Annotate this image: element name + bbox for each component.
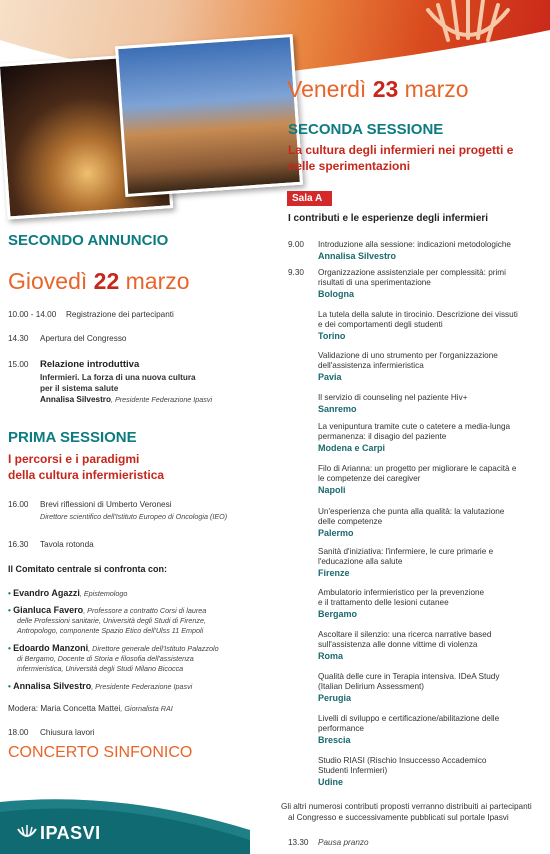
panel-role: , Epistemologo xyxy=(79,589,128,598)
item-text-line: Introduzione alla sessione: indicazioni metodologiche xyxy=(318,240,511,249)
bullet-icon: • xyxy=(8,606,14,615)
panel-role: , Presidente Federazione Ipasvi xyxy=(91,682,193,691)
panel-name: Gianluca Favero xyxy=(13,605,84,615)
item-text-line: le competenze dei caregiver xyxy=(318,474,421,483)
lunch-label: Pausa pranzo xyxy=(318,838,369,847)
item-location: Sanremo xyxy=(318,404,357,414)
item-text-line: Sanità d'iniziativa: l'infermiere, le cure primarie e xyxy=(318,547,494,556)
item-location: Udine xyxy=(318,777,344,787)
item-text-line: (Italian Delirium Assessment) xyxy=(318,682,425,691)
panel-role-extra: delle Professioni sanitarie, Università degli Studi di Firenze, xyxy=(17,616,206,625)
open-label: Apertura del Congresso xyxy=(40,334,127,343)
intro-title: Relazione introduttiva xyxy=(40,359,140,370)
item-location: Pavia xyxy=(318,372,342,382)
item-text-line: La venipuntura tramite cute o catetere a media-lunga xyxy=(318,422,511,431)
footer-wave xyxy=(0,790,250,854)
item-text-line: performance xyxy=(318,724,364,733)
intro-time: 15.00 xyxy=(8,360,29,369)
item-location: Brescia xyxy=(318,735,351,745)
open-time: 14.30 xyxy=(8,334,29,343)
closing-note-2: al Congresso e successivamente pubblicati sul portale Ipasvi xyxy=(288,813,509,822)
item-text-line: permanenza: il disagio del paziente xyxy=(318,432,447,441)
item-text-line: Ambulatorio infermieristico per la prevenzione xyxy=(318,588,485,597)
friday-date: Venerdì 23 marzo xyxy=(287,76,469,102)
panel-role-extra: Antropologo, componente Spazio Etico dell'Ulss 11 Empoli xyxy=(17,625,204,635)
brand-name: IPASVI xyxy=(40,823,101,843)
t1800: 18.00 xyxy=(8,728,29,737)
ipasvi-logo-icon xyxy=(16,825,38,843)
intro-sub-2: per il sistema salute xyxy=(40,384,119,393)
panel-role: , Professore a contratto Corsi di laurea xyxy=(83,606,207,615)
item-location: Torino xyxy=(318,331,346,341)
committee-heading: Il Comitato centrale si confronta con: xyxy=(8,564,168,574)
panel-member xyxy=(8,643,219,653)
panel-role-extra: di Bergamo, Docente di Storia e filosofia dell'assistenza xyxy=(17,654,194,663)
first-session-sub-2: della cultura infermieristica xyxy=(8,468,165,482)
item-location: Bergamo xyxy=(318,609,358,619)
item-text-line: Filo di Arianna: un progetto per migliorare le capacità e xyxy=(318,464,517,473)
item-text-line: Validazione di uno strumento per l'organizzazione xyxy=(318,351,498,360)
panel-name: Annalisa Silvestro xyxy=(13,681,92,691)
intro-sub-1: Infermieri. La forza di una nuova cultura xyxy=(40,373,196,382)
item-text-line: Un'esperienza che punta alla qualità: la valutazione xyxy=(318,507,505,516)
item-text-line: Studio RIASI (Rischio Insuccesso Accademico xyxy=(318,756,487,765)
bullet-icon: • xyxy=(8,644,14,653)
item-text-line: Ascoltare il silenzio: una ricerca narrative based xyxy=(318,630,492,639)
moderator-line: Modera: Maria Concetta Mattei, Giornalista RAI xyxy=(8,704,173,713)
hands-logo-icon xyxy=(408,0,528,70)
item-location: Perugia xyxy=(318,693,352,703)
item-text-line: e il trattamento delle lesioni cutanee xyxy=(318,598,449,607)
item-text-line: Studenti Infermieri) xyxy=(318,766,388,775)
city-square-photo xyxy=(115,34,303,197)
item-time: 9.30 xyxy=(288,268,304,277)
lunch-time: 13.30 xyxy=(288,838,309,847)
reg-time: 10.00 - 14.00 xyxy=(8,310,57,319)
item-location: Napoli xyxy=(318,485,346,495)
closing-label: Chiusura lavori xyxy=(40,728,95,737)
panel-member xyxy=(8,588,127,598)
panel-name: Evandro Agazzi xyxy=(13,588,80,598)
announcement-title: SECONDO ANNUNCIO xyxy=(8,232,169,249)
item-location: Firenze xyxy=(318,568,350,578)
first-session-sub-1: I percorsi e i paradigmi xyxy=(8,452,140,466)
thursday-date: Giovedì 22 marzo xyxy=(8,268,190,294)
bullet-icon: • xyxy=(8,589,14,598)
item-location: Roma xyxy=(318,651,344,661)
item-text-line: La tutela della salute in tirocinio. Descrizione dei vissuti xyxy=(318,310,518,319)
item-location: Modena e Carpi xyxy=(318,443,386,453)
panel-member xyxy=(8,605,206,615)
item-text-line: dell'assistenza infermieristica xyxy=(318,361,424,370)
panel-role: , Direttore generale dell'Istituto Palazzolo xyxy=(88,644,219,653)
concert-title: CONCERTO SINFONICO xyxy=(8,744,193,761)
reflections: Brevi riflessioni di Umberto Veronesi xyxy=(40,500,172,509)
item-text-line: Organizzazione assistenziale per complessità: primi xyxy=(318,268,506,277)
section-heading: I contributi e le esperienze degli infermieri xyxy=(288,213,489,224)
t1630: 16.30 xyxy=(8,540,29,549)
intro-speaker-line: Annalisa Silvestro, Presidente Federazione Ipasvi xyxy=(40,395,213,404)
item-text-line: risultati di una sperimentazione xyxy=(318,278,431,287)
item-location: Palermo xyxy=(318,528,354,538)
item-text-line: delle competenze xyxy=(318,517,383,526)
t1600: 16.00 xyxy=(8,500,29,509)
item-text-line: Livelli di sviluppo e certificazione/abilitazione delle xyxy=(318,714,500,723)
first-session-title: PRIMA SESSIONE xyxy=(8,429,137,446)
item-location: Annalisa Silvestro xyxy=(318,251,397,261)
second-session-subtitle: La cultura degli infermieri nei progetti e nelle sperimentazioni xyxy=(288,143,514,173)
panel-member xyxy=(8,681,192,691)
round-table: Tavola rotonda xyxy=(40,540,94,549)
reflections-role: Direttore scientifico dell'Istituto Europeo di Oncologia (IEO) xyxy=(40,512,228,521)
reg-label: Registrazione dei partecipanti xyxy=(66,310,174,319)
item-text-line: e dei comportamenti degli studenti xyxy=(318,320,443,329)
bullet-icon: • xyxy=(8,682,14,691)
item-location: Bologna xyxy=(318,289,354,299)
panel-role-extra: infermieristica, Università degli Studi Milano Bicocca xyxy=(17,663,184,673)
second-session-title: SECONDA SESSIONE xyxy=(288,121,444,138)
sala-badge: Sala A xyxy=(287,191,332,206)
item-text-line: Il servizio di counseling nel paziente Hiv+ xyxy=(318,393,468,402)
item-text-line: Qualità delle cure in Terapia intensiva. IDeA Study xyxy=(318,672,500,681)
item-text-line: l'educazione alla salute xyxy=(318,557,403,566)
closing-note-1: Gli altri numerosi contributi proposti verranno distribuiti ai partecipanti xyxy=(281,802,532,811)
panel-name: Edoardo Manzoni xyxy=(13,643,89,653)
item-time: 9.00 xyxy=(288,240,304,249)
item-text-line: sull'assistenza alle donne vittime di violenza xyxy=(318,640,478,649)
